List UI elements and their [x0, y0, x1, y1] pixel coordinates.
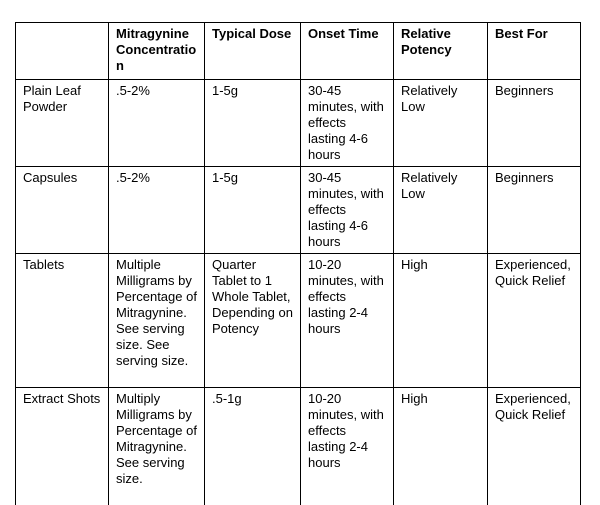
kratom-product-comparison-table: [15, 22, 581, 505]
table-cell: 10-20 minutes, with effects lasting 2-4 hours: [301, 388, 394, 505]
table-header-row: [16, 23, 581, 80]
table-cell: Relatively Low: [394, 80, 488, 167]
column-header-cell: Mitragynine Concentration: [109, 23, 205, 80]
table-cell: 10-20 minutes, with effects lasting 2-4 hours: [301, 254, 394, 388]
table-cell: .5-2%: [109, 80, 205, 167]
table-cell: Experienced, Quick Relief: [488, 254, 581, 388]
table-cell: 30-45 minutes, with effects lasting 4-6 hours: [301, 80, 394, 167]
row-header-cell: Tablets: [16, 254, 109, 388]
column-header-cell: Typical Dose: [205, 23, 301, 80]
table-row: [16, 254, 581, 388]
row-header-cell: Plain Leaf Powder: [16, 80, 109, 167]
table-cell: 1-5g: [205, 167, 301, 254]
table-cell: .5-1g: [205, 388, 301, 505]
table-cell: .5-2%: [109, 167, 205, 254]
column-header-cell: Onset Time: [301, 23, 394, 80]
table-cell: Quarter Tablet to 1 Whole Tablet, Depending on Potency: [205, 254, 301, 388]
table-cell: Relatively Low: [394, 167, 488, 254]
table-cell: High: [394, 388, 488, 505]
table-cell: Beginners: [488, 80, 581, 167]
table-cell: Multiply Milligrams by Percentage of Mitragynine. See serving size.: [109, 388, 205, 505]
table-cell: 1-5g: [205, 80, 301, 167]
column-header-cell: Best For: [488, 23, 581, 80]
table-cell: 30-45 minutes, with effects lasting 4-6 hours: [301, 167, 394, 254]
table-body: [16, 80, 581, 505]
table-header: [16, 23, 581, 80]
table-cell: Beginners: [488, 167, 581, 254]
corner-header-cell: [16, 23, 109, 80]
table-row: [16, 388, 581, 505]
table-cell: Multiple Milligrams by Percentage of Mitragynine. See serving size. See serving size.: [109, 254, 205, 388]
table-row: [16, 80, 581, 167]
row-header-cell: Capsules: [16, 167, 109, 254]
table-cell: Experienced, Quick Relief: [488, 388, 581, 505]
table-cell: High: [394, 254, 488, 388]
row-header-cell: Extract Shots: [16, 388, 109, 505]
table-row: [16, 167, 581, 254]
column-header-cell: Relative Potency: [394, 23, 488, 80]
